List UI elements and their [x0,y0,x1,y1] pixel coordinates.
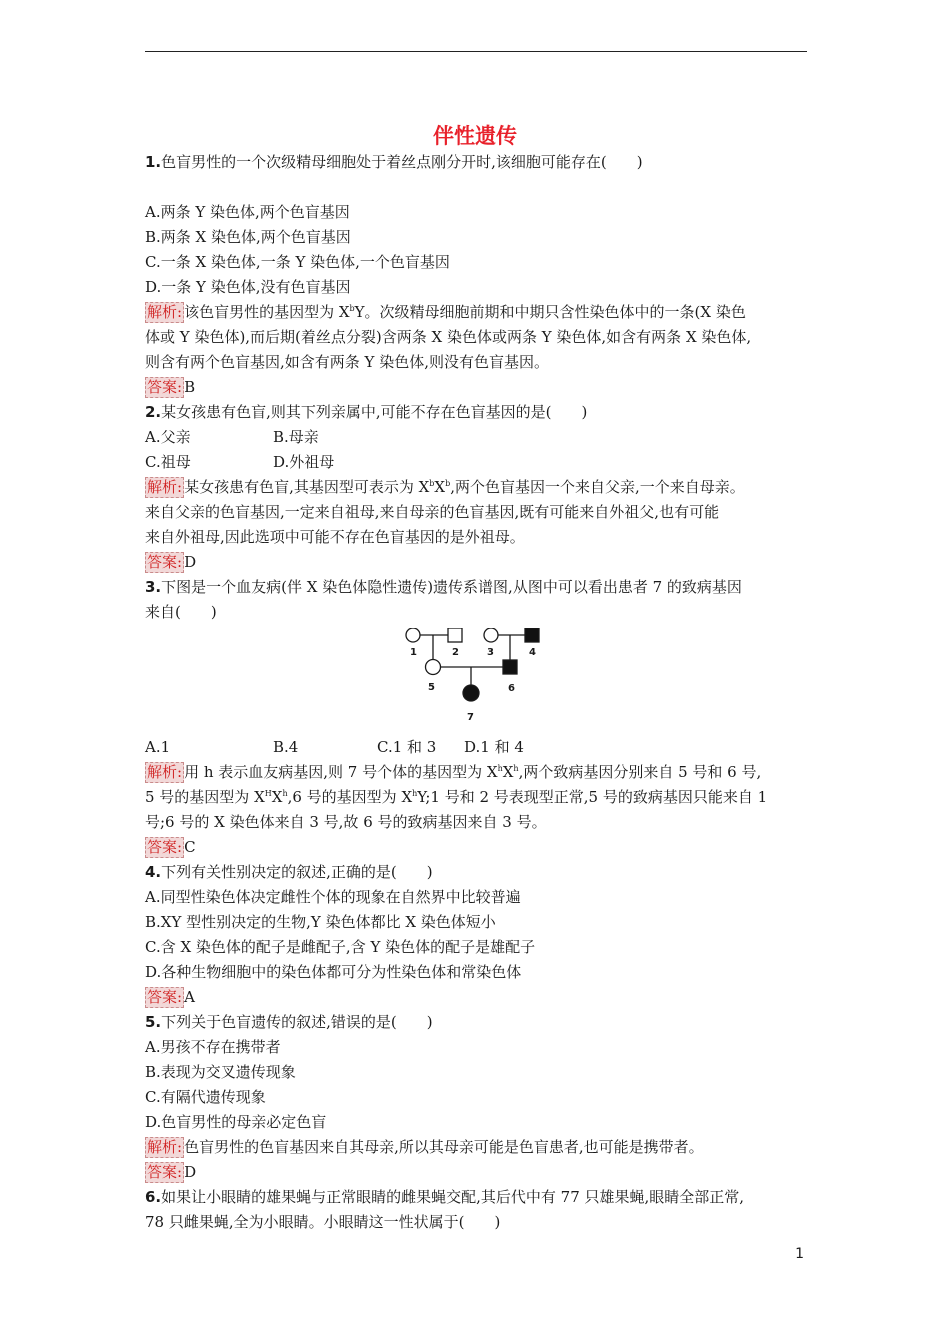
analysis-tag: 解析: [147,303,183,321]
q5-analysis: 解析: 色盲男性的色盲基因来自其母亲,所以其母亲可能是色盲患者,也可能是携带者。 [147,1138,704,1156]
q2-stem: 2.某女孩患有色盲,则其下列亲属中,可能不存在色盲基因的是( ) [145,403,588,421]
q5-option-a: A.男孩不存在携带者 [145,1038,281,1056]
pedigree-chart [145,625,810,735]
q1-option-a: A.两条 Y 染色体,两个色盲基因 [145,203,350,221]
individual-5-unaffected-female [426,660,441,675]
individual-7-affected-female [463,685,479,701]
q3-option-c: C.1 和 3 [377,738,437,756]
q5-option-d: D.色盲男性的母亲必定色盲 [145,1113,327,1131]
q1-option-d: D.一条 Y 染色体,没有色盲基因 [145,278,351,296]
pedigree-label-4: 4 [529,647,536,658]
individual-1-unaffected-female [406,628,420,642]
q1-answer: 答案: B [147,378,196,396]
q3-option-b: B.4 [273,738,299,756]
pedigree-label-1: 1 [410,647,417,658]
q3-answer: 答案: C [147,838,196,856]
pedigree-label-5: 5 [428,682,435,693]
individual-3-unaffected-female [484,628,498,642]
q4-option-b: B.XY 型性别决定的生物,Y 染色体都比 X 染色体短小 [145,913,496,931]
q2-answer: 答案: D [147,553,197,571]
page-number: 1 [795,1246,804,1262]
answer-tag: 答案: [147,988,183,1006]
individual-4-affected-male [525,628,539,642]
analysis-tag: 解析: [147,1138,183,1156]
q4-stem: 4.下列有关性别决定的叙述,正确的是( ) [145,863,433,881]
page-title: 伴性遗传 [433,124,517,148]
pedigree-label-6: 6 [508,683,515,694]
q3-analysis: 解析: 用 h 表示血友病基因,则 7 号个体的基因型为 $X^hX^h$,两个致病基因分别来自 5 号和 6 号, [147,763,762,781]
header-rule [145,51,807,52]
individual-2-unaffected-male [448,628,462,642]
q3-option-d: D.1 和 4 [464,738,524,756]
q1-analysis: 解析: 该色盲男性的基因型为 $X^bY$。次级精母细胞前期和中期只含性染色体中的一条(X 染色 [147,303,746,321]
q1-stem: 1.色盲男性的一个次级精母细胞处于着丝点刚分开时,该细胞可能存在( ) [145,153,643,171]
q4-option-a: A.同型性染色体决定雌性个体的现象在自然界中比较普遍 [145,888,521,906]
q2-option-b: B.母亲 [273,428,319,446]
q2-analysis: 解析: 某女孩患有色盲,其基因型可表示为 $X^bX^b$,两个色盲基因一个来自父亲,一个来自母亲。 [147,478,745,496]
pedigree-label-7: 7 [467,712,474,723]
q3-stem: 3.下图是一个血友病(伴 X 染色体隐性遗传)遗传系谱图,从图中可以看出患者 7 的致病基因 [145,578,742,596]
q3-option-a: A.1 [145,738,171,756]
q5-answer: 答案: D [147,1163,197,1181]
q2-option-d: D.外祖母 [273,453,335,471]
q1-option-c: C.一条 X 染色体,一条 Y 染色体,一个色盲基因 [145,253,450,271]
pedigree-diagram [403,628,563,730]
q6-stem: 6.如果让小眼睛的雄果蝇与正常眼睛的雌果蝇交配,其后代中有 77 只雄果蝇,眼睛全部正常, [145,1188,745,1206]
q5-option-c: C.有隔代遗传现象 [145,1088,266,1106]
answer-tag: 答案: [147,378,183,396]
q4-answer: 答案: A [147,988,195,1006]
answer-tag: 答案: [147,1163,183,1181]
analysis-tag: 解析: [147,763,183,781]
q5-option-b: B.表现为交叉遗传现象 [145,1063,296,1081]
pedigree-label-2: 2 [452,647,459,658]
document-body: 1.色盲男性的一个次级精母细胞处于着丝点刚分开时,该细胞可能存在( ) A.两条 Y 染色体,两个色盲基因 B.两条 X 染色体,两个色盲基因 C.一条 X 染色体,一条 Y 染色体,一个色盲基因 D.一条 Y 染色体,没有色盲基因 解析: 该色盲男性的基因型为 $X^bY$。次级精母细胞前期和中期只含性染色体中的一条(X 染色 体或 Y 染色体),而后期(着丝点分裂)含两条 X 染色体或两条 Y 染色体,如含有两条 X 染色体, 则含有两个色盲基因,如含有两条 Y 染色体,则没有色盲基因。 答案: B 2.某女孩患有色盲,则其下列亲属中,可能不存在色盲基因的是( ) A.父亲 B.母亲 C.祖母 D.外祖母 解析: 某女孩患有色盲,其基因型可表示为 $X^bX^b$,两个色盲基因一个来自父亲,一个来自母亲。 来自父亲的色盲基因,一定来自祖母,来自母亲的色盲基因,既有可能来自外祖父,也有可能 来自外祖母,因此选项中可能不存在色盲基因的是外祖母。 答案: D 3.下图是一个血友病(伴 X 染色体隐性遗传)遗传系谱图,从图中可以看出患者 7 的致病基因 来自( ) 1 2 3 4 5 6 7 A.1 B.4 C.1 和 3 D.1 和 4 解析: 用 h 表示血友病基因,则 7 号个体的基因型为 $X^hX^h$,两个致病基因分别来自 5 号和 6 号, 5 号的基因型为 $X^HX^h,6$ 号的基因型为 $X^hY;1$ 号和 2 号表现型正常,5 号的致病基因只能来自 1 号;6 号的 X 染色体来自 3 号,故 6 号的致病基因来自 3 号。 答案: C 4.下列有关性别决定的叙述,正确的是( ) A.同型性染色体决定雌性个体的现象在自然界中比较普遍 B.XY 型性别决定的生物,Y 染色体都比 X 染色体短小 C.含 X 染色体的配子是雌配子,含 Y 染色体的配子是雄配子 D.各种生物细胞中的染色体都可分为性染色体和常染色体 答案: A 5.下列关于色盲遗传的叙述,错误的是( ) A.男孩不存在携带者 B.表现为交叉遗传现象 C.有隔代遗传现象 D.色盲男性的母亲必定色盲 解析: 色盲男性的色盲基因来自其母亲,所以其母亲可能是色盲患者,也可能是携带者。 答案: D 6.如果让小眼睛的雄果蝇与正常眼睛的雌果蝇交配,其后代中有 77 只雄果蝇,眼睛全部正常, 78 只雌果蝇,全为小眼睛。小眼睛这一性状属于( ) [145,150,810,1235]
q5-stem: 5.下列关于色盲遗传的叙述,错误的是( ) [145,1013,433,1031]
q2-option-a: A.父亲 [145,428,191,446]
individual-6-affected-male [503,660,517,674]
q4-option-d: D.各种生物细胞中的染色体都可分为性染色体和常染色体 [145,963,522,981]
answer-tag: 答案: [147,553,183,571]
q2-option-c: C.祖母 [145,453,191,471]
analysis-tag: 解析: [147,478,183,496]
pedigree-label-3: 3 [487,647,494,658]
q1-option-b: B.两条 X 染色体,两个色盲基因 [145,228,351,246]
answer-tag: 答案: [147,838,183,856]
q4-option-c: C.含 X 染色体的配子是雌配子,含 Y 染色体的配子是雄配子 [145,938,536,956]
